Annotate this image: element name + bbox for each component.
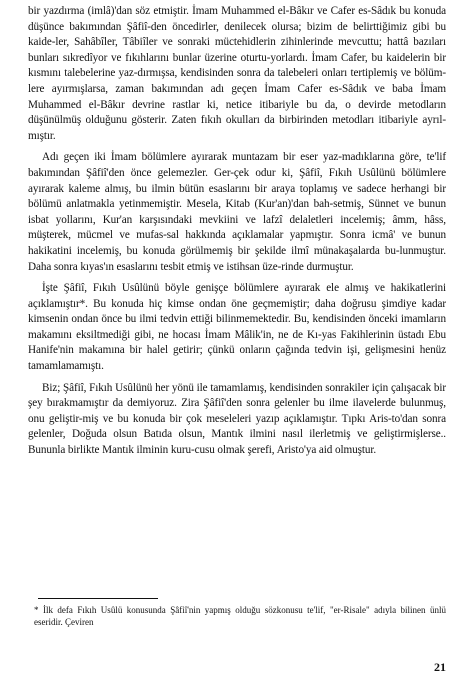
paragraph-4: Biz; Şâfiî, Fıkıh Usûlünü her yönü ile tamamlamış, kendisinden sonrakiler için çalışacak bir şey bırakmamıştır da demiyoruz. Zira Şâfiî'den sonra gelenler bu ilme ilavelerde bulunmuş, onu geliştir-miş ve bu konuda bir çok meseleleri yazıp açıklamıştır. Tıpkı Aris-to'dan sonra gelenler, Doğuda olsun Batıda olsun, Mantık ilmini nasıl ilerletmiş ve geliştirmişlerse.. Bununla birlikte Mantık ilminin kuru-cusu olmak şerefi, Aristo'ya aid olmuştur. <box>28 381 446 457</box>
paragraph-1: bir yazdırma (imlâ)'dan söz etmiştir. İmam Muhammed el-Bâkır ve Cafer es-Sâdık bu konuda düşünce bakımından Şâfiî-den öncedirler, denilecek olursa; bizim de belirttiğimiz gibi bu kaide-ler, Sahâbîler, Tâbiîler ve sonraki müctehidlerin zihinlerinde mevcuttu; hattâ bazıları bunları sıkredîyor ve fıkıhlarını bunlar üzerine oturtu-yorlardı. İmam Cafer, bu kaidelerin bir kısmını talebelerine yaz-dırmışsa, kendisinden sonra da talebeleri onları tertiplemiş ve bölüm-lere ayırmışlarsa, zaman bakımından adı geçen İmam Cafer es-Sâdık ve baba İmam Muhammed el-Bâkır devrine rastlar ki, netice itibariyle bu da, o devirde metodların düşünülmüş olduğunu gösterir. Zaten fıkıh okulları da birbirinden metodları itibariyle ayrıl-mıştır. <box>28 5 446 142</box>
footnote: * İlk defa Fıkıh Usûlü konusunda Şâfiî'nin yapmış olduğu sözkonusu te'lif, "er-Risale" adıyla bilinen ünlü eseridir. Çeviren <box>34 605 446 628</box>
paragraph-3: İşte Şâfiî, Fıkıh Usûlünü böyle genişçe bölümlere ayırarak ele almış ve hakikatlerini açıklamıştır*. Bu konuda hiç kimse ondan öne geçmemiştir; daha doğrusu şimdiye kadar kimsenin ondan önce bu ilmi tedvin ettiği bilinmemektedir. Bu, kendisinden önceki imamların makamını eksiltmediği gibi, ne hocası İmam Mâlik'in, ne de Kı-yas Fakihlerinin üstadı Ebu Hanife'nin makamına bir halel getirir; çünkü onların çağında tedvin işi, gelişmesini henüz tamamlamamıştı. <box>28 282 446 373</box>
page-body <box>28 4 446 459</box>
page-number: 21 <box>434 660 446 674</box>
paragraph-2: Adı geçen iki İmam bölümlere ayırarak muntazam bir eser yaz-madıklarına göre, te'lif bakımından Şâfiî'den önce gelemezler. Ger-çek odur ki, Şâfiî, Fıkıh Usûlünü bölümlere ayırarak kaleme almış, bu ilmin bütün esaslarını bir araya toplamış ve sadece herhangi bir bölümü anlatmakla yetinmemiştir. Mesela, Kitab (Kur'an)'dan bah-setmiş, Sünnet ve bunun isbat yollarını, Kur'an karşısındaki mevkiini ve lafzî delaletleri incelemiş; âmm, hâss, müşterek, mücmel ve mufas-sal hakkında açıklamalar yapmıştır. Sonra icmâ' ve bunun hakikatini incelemiş, bu konuda görülmemiş bir şekilde ilmî münakaşalarda bu-lunmuştur. Daha sonra kıyas'ın esaslarını tesbit etmiş ve istihsan üze-rinde durmuştur. <box>28 151 446 273</box>
footnote-divider <box>38 598 158 599</box>
